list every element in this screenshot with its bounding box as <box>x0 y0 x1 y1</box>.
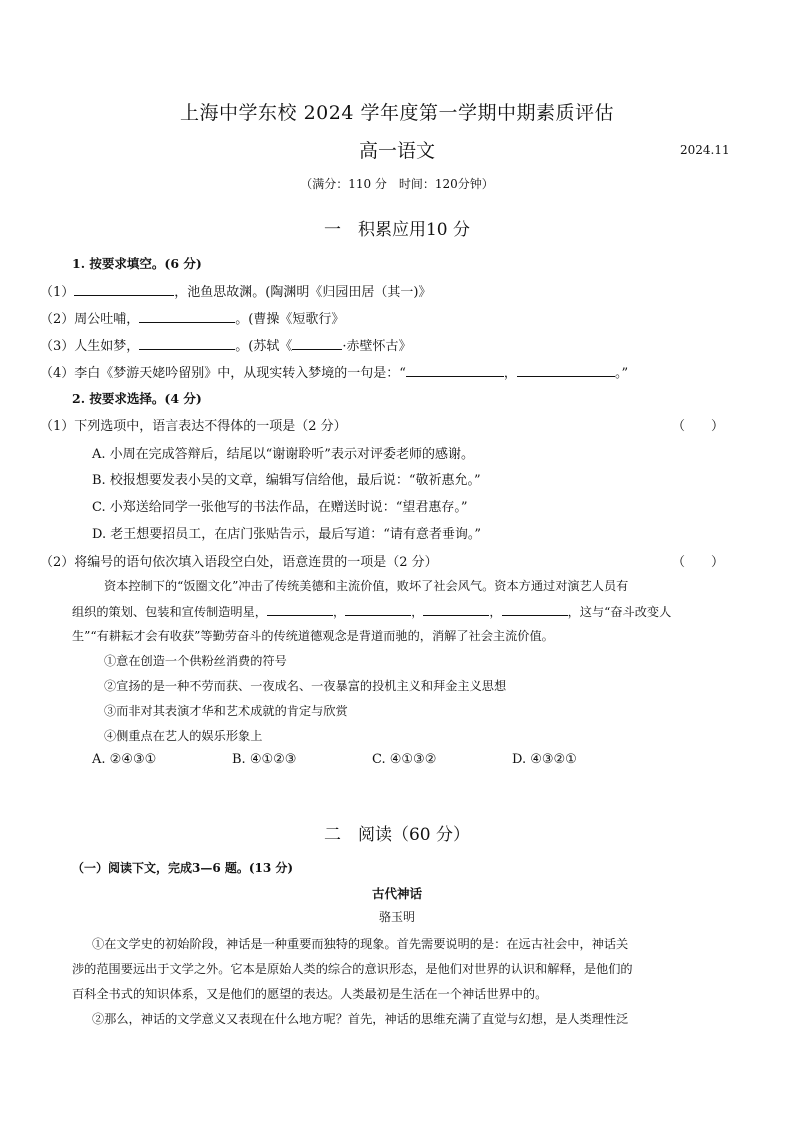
option-a: A. 小周在完成答辩后，结尾以“谢谢聆听”表示对评委老师的感谢。 <box>92 447 474 462</box>
passage-line-3: 生”“有耕耘才会有收获”等勤劳奋斗的传统道德观念是背道而驰的，消解了社会主流价值。 <box>72 629 554 643</box>
article-author: 骆玉明 <box>378 910 415 924</box>
exam-date: 2024.11 <box>680 143 730 157</box>
line-text: （4）李白《梦游天姥吟留别》中，从现实转入梦境的一句是：“ <box>40 366 406 381</box>
article-para-1-line-3: 百科全书式的知识体系，又是他们的愿望的表达。人类最初是生活在一个神话世界中的。 <box>72 987 548 1001</box>
answer-blank[interactable] <box>139 337 235 350</box>
reading-part-1-title: （一）阅读下文，完成3—6 题。(13 分) <box>72 861 294 875</box>
answer-blank[interactable] <box>292 337 342 350</box>
option-d: D. 老王想要招员工，在店门张贴告示，最后写道：“请有意者垂询。” <box>92 527 482 542</box>
line-number: （3） <box>40 339 75 354</box>
line-text: 。” <box>614 366 629 381</box>
answer-blank[interactable] <box>345 603 411 616</box>
answer-bracket[interactable]: （ ） <box>672 419 725 434</box>
choice-a: A. ②④③① <box>92 752 157 767</box>
separator: ， <box>333 605 346 619</box>
line-text: ， <box>503 366 517 381</box>
exam-subject: 高一语文 <box>358 140 435 162</box>
section-heading-reading: 二 阅读（60 分） <box>323 825 471 845</box>
question-1-line-1 <box>40 281 431 300</box>
option-b: B. 校报想要发表小吴的文章，编辑写信给他，最后说：“敬祈惠允。” <box>92 473 481 488</box>
passage-text: 组织的策划、包装和宣传制造明星， <box>72 605 267 619</box>
question-1-line-2 <box>40 308 344 327</box>
passage-line-1: 资本控制下的“饭圈文化”冲击了传统美德和主流价值，败坏了社会风气。资本方通过对演艺人员有 <box>104 579 629 593</box>
passage-text: ，这与“奋斗改变人 <box>567 605 672 619</box>
article-para-1-line-1: ①在文学史的初始阶段，神话是一种重要而独特的现象。首先需要说明的是：在远古社会中，神话关 <box>92 937 629 951</box>
option-c: C. 小郑送给同学一张他写的书法作品，在赠送时说：“望君惠存。” <box>92 500 468 515</box>
answer-blank[interactable] <box>406 364 504 377</box>
section-heading-accumulation: 一 积累应用10 分 <box>323 220 471 240</box>
sentence-item-2: ②宣扬的是一种不劳而获、一夜成名、一夜暴富的投机主义和拜金主义思想 <box>104 679 507 693</box>
question-1-line-3 <box>40 335 412 354</box>
question-1-line-4 <box>40 362 628 381</box>
choice-d: D. ④③②① <box>512 752 577 767</box>
line-text: 人生如梦， <box>74 339 140 354</box>
line-text: 周公吐哺， <box>74 312 140 327</box>
line-text: 。(曹操《短歌行》 <box>235 312 345 327</box>
question-2-title: 2. 按要求选择。(4 分) <box>72 391 202 406</box>
line-text: 。(苏轼《 <box>235 339 293 354</box>
exam-title: 上海中学东校 2024 学年度第一学期中期素质评估 <box>180 102 614 124</box>
sentence-item-1: ①意在创造一个供粉丝消费的符号 <box>104 654 287 668</box>
answer-blank[interactable] <box>139 310 235 323</box>
answer-blank[interactable] <box>423 603 489 616</box>
passage-line-2 <box>72 603 671 620</box>
article-para-1-line-2: 涉的范围要远出于文学之外。它本是原始人类的综合的意识形态，是他们对世界的认识和解释，是他们的 <box>72 962 633 976</box>
line-text: ·赤壁怀古》 <box>342 339 412 354</box>
question-1-title: 1. 按要求填空。(6 分) <box>72 256 202 271</box>
article-title: 古代神话 <box>371 886 422 901</box>
answer-blank[interactable] <box>267 603 333 616</box>
line-number: （2） <box>40 312 75 327</box>
answer-blank[interactable] <box>74 283 174 296</box>
answer-blank[interactable] <box>517 364 615 377</box>
line-number: （1） <box>40 285 75 300</box>
answer-blank[interactable] <box>502 603 568 616</box>
article-para-2-line-1: ②那么，神话的文学意义又表现在什么地方呢？首先，神话的思维充满了直觉与幻想，是人类理性泛 <box>92 1012 629 1026</box>
exam-meta: （满分：110 分 时间：120分钟） <box>300 177 494 191</box>
separator: ， <box>411 605 424 619</box>
answer-bracket[interactable]: （ ） <box>672 555 725 570</box>
sentence-item-3: ③而非对其表演才华和艺术成就的肯定与欣赏 <box>104 704 348 718</box>
choice-b: B. ④①②③ <box>232 752 297 767</box>
question-2-part-1: （1）下列选项中，语言表达不得体的一项是（2 分） <box>40 419 347 434</box>
separator: ， <box>489 605 502 619</box>
line-text: ，池鱼思故渊。(陶渊明《归园田居（其一)》 <box>174 285 432 300</box>
question-2-part-2: （2）将编号的语句依次填入语段空白处，语意连贯的一项是（2 分） <box>40 555 438 570</box>
sentence-item-4: ④侧重点在艺人的娱乐形象上 <box>104 729 263 743</box>
choice-c: C. ④①③② <box>372 752 437 767</box>
